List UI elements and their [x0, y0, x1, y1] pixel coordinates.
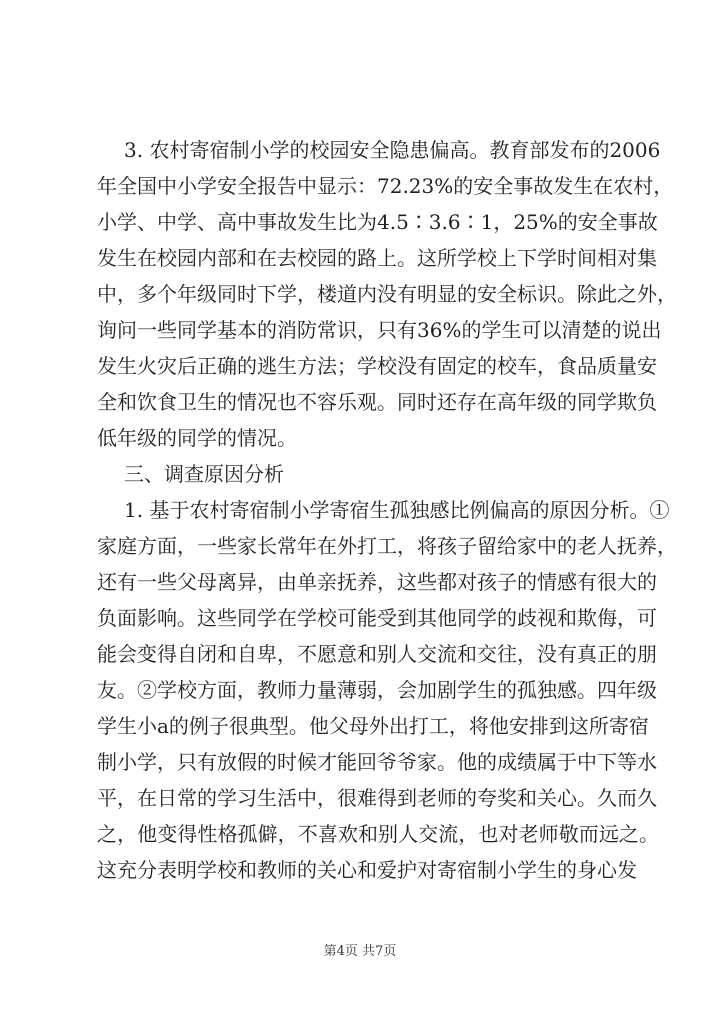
- text-line: 学生小a的例子很典型。他父母外出打工，将他安排到这所寄宿: [97, 714, 649, 738]
- text-line: 能会变得自闭和自卑，不愿意和别人交流和交往，没有真正的朋: [97, 642, 657, 666]
- text-line: 询问一些同学基本的消防常识，只有36%的学生可以清楚的说出: [97, 318, 662, 342]
- text-line: 全和饮食卫生的情况也不容乐观。同时还存在高年级的同学欺负: [97, 390, 657, 414]
- page-number-footer: 第4页 共7页: [323, 944, 397, 959]
- text-line: 年全国中小学安全报告中显示：72.23%的安全事故发生在农村，: [97, 174, 674, 198]
- text-line: 发生火灾后正确的逃生方法；学校没有固定的校车，食品质量安: [97, 354, 657, 378]
- text-line: 还有一些父母离异，由单亲抚养，这些都对孩子的情感有很大的: [97, 570, 657, 594]
- section-heading: 三、调查原因分析: [124, 462, 284, 486]
- text-line: 小学、中学、高中事故发生比为4.5∶3.6∶1，25%的安全事故: [97, 210, 658, 234]
- text-line: 中，多个年级同时下学，楼道内没有明显的安全标识。除此之外，: [97, 282, 677, 306]
- text-line: 平，在日常的学习生活中，很难得到老师的夸奖和关心。久而久: [97, 786, 657, 810]
- text-line: 制小学，只有放假的时候才能回爷爷家。他的成绩属于中下等水: [97, 750, 657, 774]
- text-line: 家庭方面，一些家长常年在外打工，将孩子留给家中的老人抚养，: [97, 534, 677, 558]
- text-line: 这充分表明学校和教师的关心和爱护对寄宿制小学生的身心发: [97, 858, 637, 882]
- text-line: 之，他变得性格孤僻，不喜欢和别人交流，也对老师敬而远之。: [97, 822, 659, 846]
- text-line: 1. 基于农村寄宿制小学寄宿生孤独感比例偏高的原因分析。①: [124, 498, 670, 522]
- text-line: 3. 农村寄宿制小学的校园安全隐患偏高。教育部发布的2006: [124, 138, 661, 162]
- text-line: 低年级的同学的情况。: [97, 426, 297, 450]
- text-line: 发生在校园内部和在去校园的路上。这所学校上下学时间相对集: [97, 246, 657, 270]
- text-line: 友。②学校方面，教师力量薄弱，会加剧学生的孤独感。四年级: [97, 678, 657, 702]
- text-line: 负面影响。这些同学在学校可能受到其他同学的歧视和欺侮，可: [97, 606, 657, 630]
